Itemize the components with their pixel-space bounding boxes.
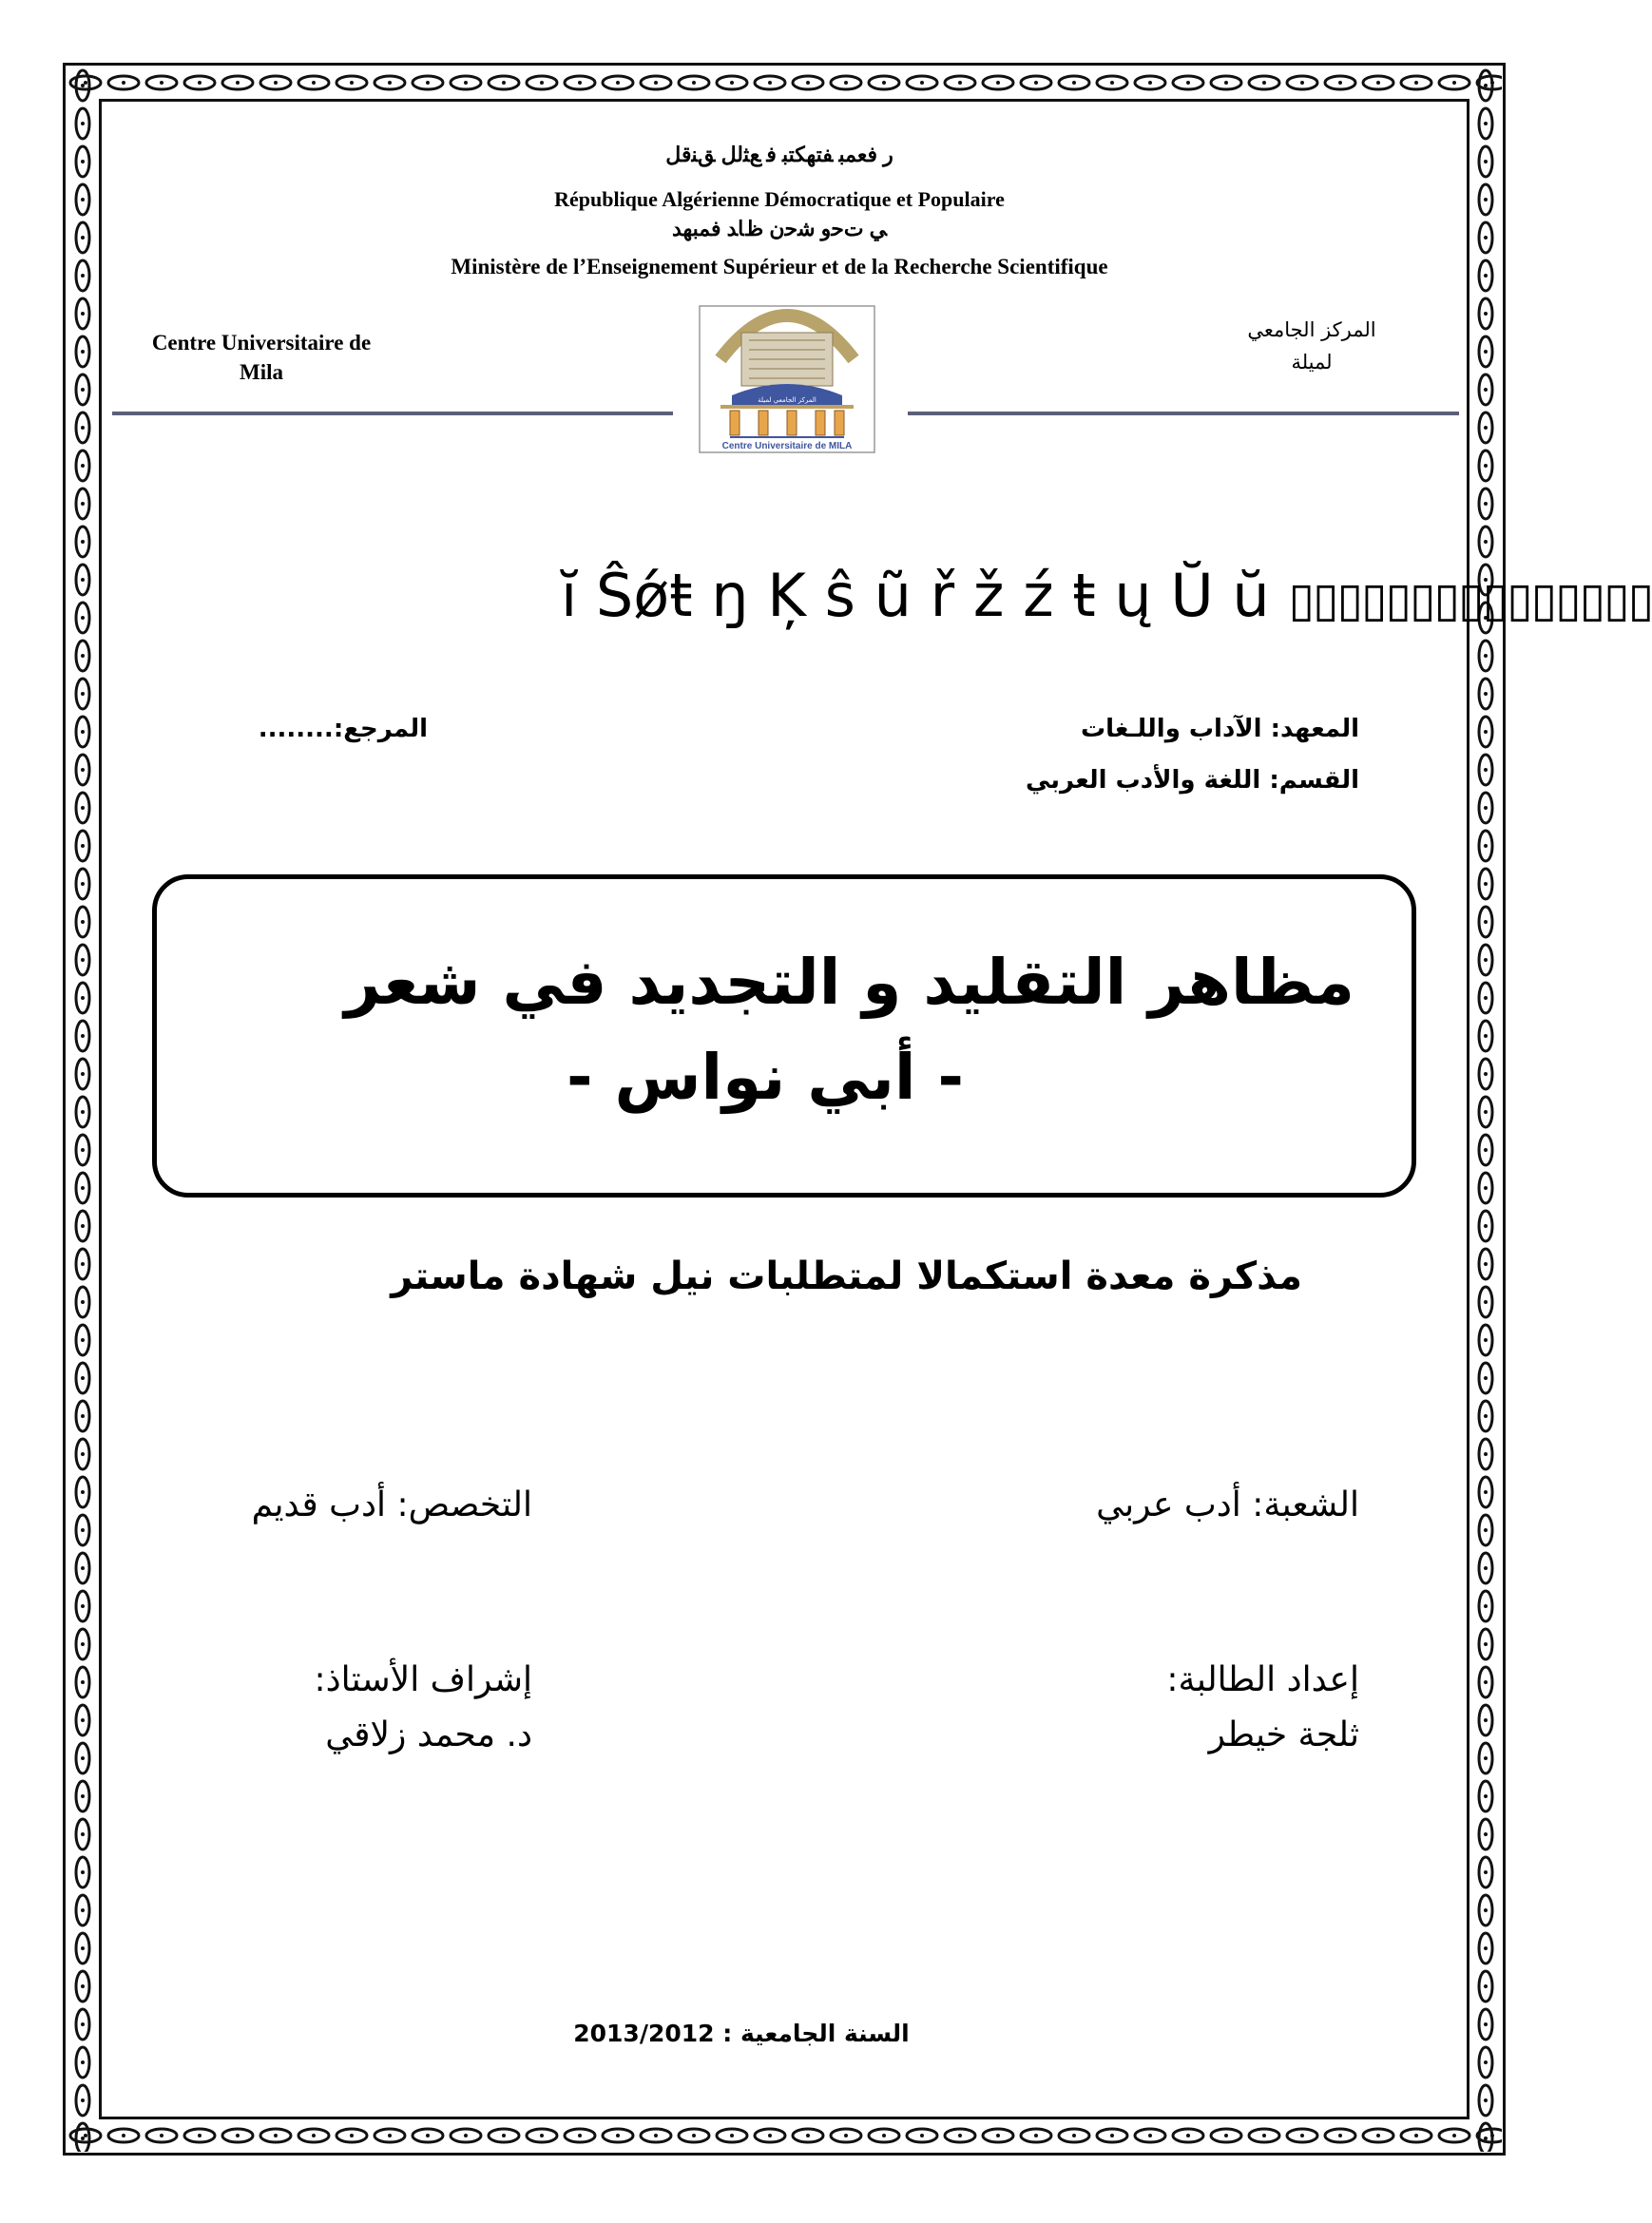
- supervisor-label: إشراف الأستاذ:: [314, 1660, 532, 1699]
- logo-caption: Centre Universitaire de MILA: [721, 441, 853, 451]
- border-ornament-bottom: [67, 2119, 1502, 2152]
- university-logo: [692, 278, 882, 456]
- border-ornament-top: [67, 67, 1502, 99]
- header-rule-left: [112, 412, 673, 415]
- garbled-heading-text: ĭ Ŝǿŧ ŋ Ķ ŝ ũ ř ž ź ŧ ų Ŭ ŭ: [561, 561, 1270, 630]
- branch-label: الشعبة: أدب عربي: [1096, 1485, 1359, 1524]
- border-ornament-left: [67, 67, 99, 2152]
- header-rule-right: [908, 412, 1459, 415]
- thesis-statement: مذكرة معدة استكمالا لمتطلبات نيل شهادة ماستر: [391, 1255, 1302, 1298]
- thesis-title-line2: - أبي نواس -: [567, 1041, 964, 1114]
- centre-name-ar-line2: لميلة: [1291, 351, 1333, 374]
- centre-name-fr: [114, 328, 409, 387]
- centre-name-ar: [1226, 314, 1397, 378]
- ministry-name-fr: Ministère de l’Enseignement Supérieur et de la Recherche Scientifique: [451, 255, 1108, 278]
- republic-name-fr: République Algérienne Démocratique et Populaire: [554, 187, 1005, 211]
- specialty-label: التخصص: أدب قديم: [251, 1485, 532, 1524]
- logo-banner-text: المركز الجامعي لميلة: [758, 396, 816, 404]
- header-garbled-line-1: ﺭ ﻓﻌﻤﺒ ﻔﺘﻬﻜﺘﺒ ﻓ ﻊﺜﻟﻞ ﻖﻨﻗﻞ: [665, 143, 893, 166]
- institute-label: المعهد: الآداب واللـغات: [1080, 715, 1359, 743]
- department-label: القسم: اللغة والأدب العربي: [1025, 766, 1359, 795]
- border-ornament-right: [1470, 67, 1502, 2152]
- reference-label: المرجع:........: [258, 715, 428, 743]
- centre-name-fr-line2: Mila: [240, 360, 283, 384]
- title-box: [152, 874, 1416, 1198]
- academic-year: السنة الجامعية : 2013/2012: [573, 2020, 910, 2047]
- student-name: ثلجة خيطر: [1208, 1715, 1359, 1754]
- thesis-title-line1: مظاهر التقليد و التجديد في شعر: [344, 946, 1354, 1019]
- header-garbled-line-2: ﻲ ﺕﺣﻭ ﺷﺣﻥ ﻅﺎﺪ ﻓﻤﺒﻬﺪ: [671, 217, 888, 240]
- garbled-heading: ĭ Ŝǿŧ ŋ Ķ ŝ ũ ř ž ź ŧ ų Ŭ ŭ ▯▯▯▯▯▯▯▯▯▯▯▯▯▯▯: [561, 561, 1652, 630]
- student-label: إعداد الطالبة:: [1166, 1660, 1359, 1699]
- centre-name-ar-line1: المركز الجامعي: [1247, 318, 1376, 341]
- supervisor-name: د. محمد زلاقي: [325, 1715, 532, 1754]
- centre-name-fr-line1: Centre Universitaire de: [151, 331, 372, 355]
